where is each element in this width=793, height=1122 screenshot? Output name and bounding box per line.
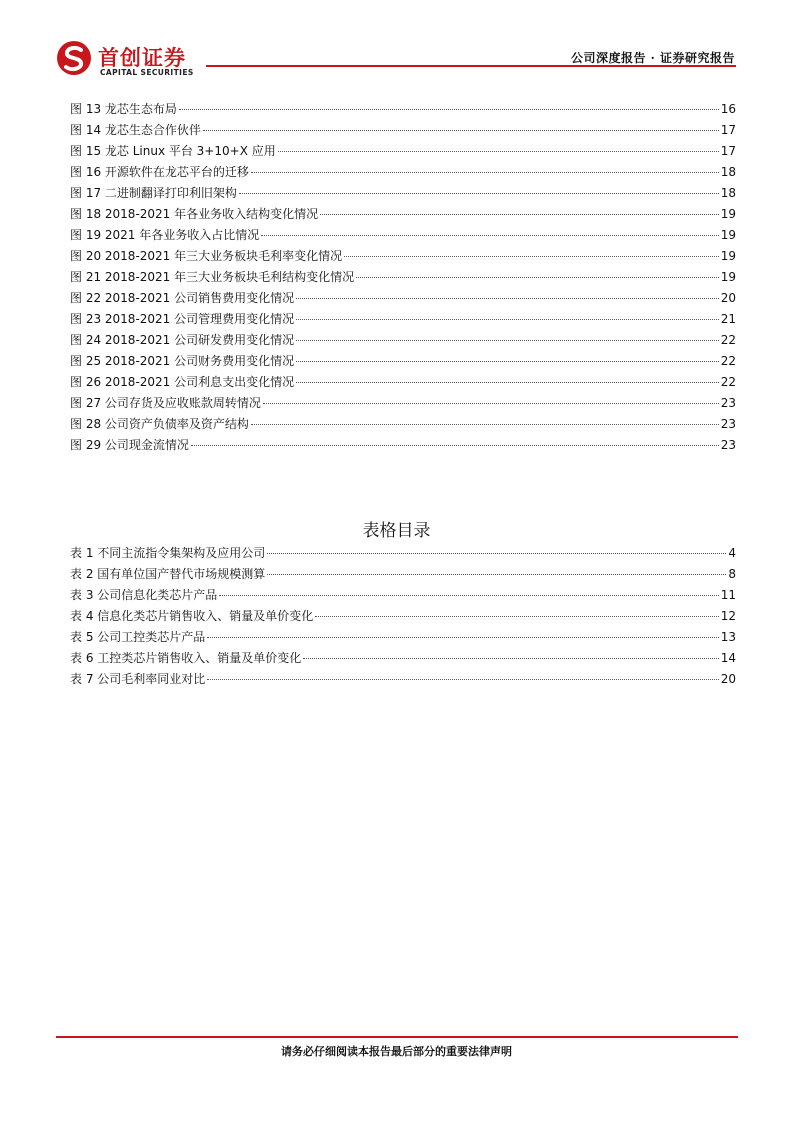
figure-list bbox=[70, 100, 736, 457]
table-toc-row-label: 表 2 国有单位国产替代市场规模测算 bbox=[70, 567, 266, 581]
table-toc-row[interactable] bbox=[70, 628, 736, 649]
figure-toc-row[interactable] bbox=[70, 163, 736, 184]
logo-text: 首创证券 bbox=[98, 46, 186, 70]
figure-toc-row-label: 图 15 龙芯 Linux 平台 3+10+X 应用 bbox=[70, 144, 276, 158]
dot-leader bbox=[315, 616, 718, 617]
figure-toc-row[interactable] bbox=[70, 289, 736, 310]
figure-toc-row-label: 图 23 2018-2021 公司管理费用变化情况 bbox=[70, 312, 295, 326]
figure-toc-row-page: 17 bbox=[720, 144, 736, 158]
figure-toc-row-label: 图 18 2018-2021 年各业务收入结构变化情况 bbox=[70, 207, 319, 221]
table-toc-row-page: 11 bbox=[720, 588, 736, 602]
figure-toc-row[interactable] bbox=[70, 268, 736, 289]
dot-leader bbox=[239, 193, 719, 194]
dot-leader bbox=[267, 574, 726, 575]
figure-toc-row[interactable] bbox=[70, 205, 736, 226]
table-toc-row-page: 13 bbox=[720, 630, 736, 644]
figure-toc-row-page: 17 bbox=[720, 123, 736, 137]
table-toc-row-page: 8 bbox=[728, 567, 736, 581]
figure-toc-row[interactable] bbox=[70, 226, 736, 247]
table-toc-row-page: 4 bbox=[728, 546, 736, 560]
dot-leader bbox=[296, 298, 719, 299]
figure-toc-row-page: 22 bbox=[720, 375, 736, 389]
figure-toc-row-label: 图 22 2018-2021 公司销售费用变化情况 bbox=[70, 291, 295, 305]
dot-leader bbox=[251, 424, 719, 425]
figure-toc-row-label: 图 13 龙芯生态布局 bbox=[70, 102, 177, 116]
table-toc-row-label: 表 7 公司毛利率同业对比 bbox=[70, 672, 206, 686]
figure-toc-row-page: 19 bbox=[720, 270, 736, 284]
figure-toc-row-label: 图 20 2018-2021 年三大业务板块毛利率变化情况 bbox=[70, 249, 343, 263]
figure-toc-row-label: 图 21 2018-2021 年三大业务板块毛利结构变化情况 bbox=[70, 270, 355, 284]
dot-leader bbox=[356, 277, 719, 278]
table-list bbox=[70, 544, 736, 691]
table-toc-row-label: 表 4 信息化类芯片销售收入、销量及单价变化 bbox=[70, 609, 314, 623]
figure-toc-row-page: 23 bbox=[720, 417, 736, 431]
report-type: 公司深度报告 · 证券研究报告 bbox=[570, 51, 735, 65]
figure-toc-row-label: 图 16 开源软件在龙芯平台的迁移 bbox=[70, 165, 249, 179]
dot-leader bbox=[278, 151, 719, 152]
figure-toc-row[interactable] bbox=[70, 247, 736, 268]
dot-leader bbox=[203, 130, 719, 131]
figure-toc-row-page: 21 bbox=[720, 312, 736, 326]
figure-toc-row-page: 22 bbox=[720, 333, 736, 347]
dot-leader bbox=[191, 445, 719, 446]
table-toc-row-label: 表 1 不同主流指令集架构及应用公司 bbox=[70, 546, 266, 560]
figure-toc-row[interactable] bbox=[70, 331, 736, 352]
dot-leader bbox=[251, 172, 719, 173]
figure-toc-row-page: 18 bbox=[720, 186, 736, 200]
figure-toc-row-label: 图 25 2018-2021 公司财务费用变化情况 bbox=[70, 354, 295, 368]
dot-leader bbox=[219, 595, 718, 596]
figure-toc-row[interactable] bbox=[70, 142, 736, 163]
table-toc-row-page: 20 bbox=[720, 672, 736, 686]
tables-section-title: 表格目录 bbox=[362, 521, 431, 541]
figure-toc-row-label: 图 14 龙芯生态合作伙伴 bbox=[70, 123, 201, 137]
dot-leader bbox=[296, 319, 719, 320]
dot-leader bbox=[207, 679, 718, 680]
header-divider bbox=[206, 65, 736, 67]
dot-leader bbox=[296, 382, 719, 383]
dot-leader bbox=[207, 637, 718, 638]
dot-leader bbox=[179, 109, 719, 110]
figure-toc-row[interactable] bbox=[70, 415, 736, 436]
table-toc-row-page: 14 bbox=[720, 651, 736, 665]
figure-toc-row-page: 19 bbox=[720, 207, 736, 221]
table-toc-row-label: 表 6 工控类芯片销售收入、销量及单价变化 bbox=[70, 651, 302, 665]
figure-toc-row-page: 16 bbox=[720, 102, 736, 116]
dot-leader bbox=[263, 403, 719, 404]
figure-toc-row[interactable] bbox=[70, 394, 736, 415]
figure-toc-row-page: 19 bbox=[720, 228, 736, 242]
figure-toc-row-label: 图 28 公司资产负债率及资产结构 bbox=[70, 417, 249, 431]
logo-subtext: CAPITAL SECURITIES bbox=[100, 68, 194, 77]
figure-toc-row-page: 22 bbox=[720, 354, 736, 368]
page-header bbox=[0, 0, 793, 80]
figure-toc-row-label: 图 17 二进制翻译打印利旧架构 bbox=[70, 186, 237, 200]
footer-disclaimer: 请务必仔细阅读本报告最后部分的重要法律声明 bbox=[281, 1045, 512, 1058]
figure-toc-row-page: 20 bbox=[720, 291, 736, 305]
figure-toc-row-page: 19 bbox=[720, 249, 736, 263]
table-toc-row[interactable] bbox=[70, 565, 736, 586]
figure-toc-row-label: 图 29 公司现金流情况 bbox=[70, 438, 189, 452]
figure-toc-row-label: 图 24 2018-2021 公司研发费用变化情况 bbox=[70, 333, 295, 347]
dot-leader bbox=[344, 256, 719, 257]
figure-toc-row-page: 23 bbox=[720, 438, 736, 452]
figure-toc-row[interactable] bbox=[70, 373, 736, 394]
figure-toc-row[interactable] bbox=[70, 436, 736, 457]
table-toc-row-label: 表 5 公司工控类芯片产品 bbox=[70, 630, 206, 644]
footer-divider bbox=[56, 1036, 738, 1038]
figure-toc-row-label: 图 19 2021 年各业务收入占比情况 bbox=[70, 228, 260, 242]
dot-leader bbox=[296, 361, 719, 362]
figure-toc-row[interactable] bbox=[70, 184, 736, 205]
table-toc-row[interactable] bbox=[70, 649, 736, 670]
dot-leader bbox=[320, 214, 719, 215]
figure-toc-row-label: 图 26 2018-2021 公司利息支出变化情况 bbox=[70, 375, 295, 389]
logo-icon bbox=[56, 40, 92, 76]
figure-toc-row[interactable] bbox=[70, 310, 736, 331]
figure-toc-row[interactable] bbox=[70, 100, 736, 121]
table-toc-row[interactable] bbox=[70, 670, 736, 691]
dot-leader bbox=[296, 340, 719, 341]
table-toc-row[interactable] bbox=[70, 607, 736, 628]
figure-toc-row-page: 23 bbox=[720, 396, 736, 410]
table-toc-row[interactable] bbox=[70, 544, 736, 565]
table-toc-row[interactable] bbox=[70, 586, 736, 607]
dot-leader bbox=[303, 658, 718, 659]
figure-toc-row[interactable] bbox=[70, 352, 736, 373]
table-toc-row-label: 表 3 公司信息化类芯片产品 bbox=[70, 588, 218, 602]
table-toc-row-page: 12 bbox=[720, 609, 736, 623]
figure-toc-row-label: 图 27 公司存货及应收账款周转情况 bbox=[70, 396, 261, 410]
dot-leader bbox=[267, 553, 726, 554]
figure-toc-row-page: 18 bbox=[720, 165, 736, 179]
dot-leader bbox=[261, 235, 718, 236]
figure-toc-row[interactable] bbox=[70, 121, 736, 142]
